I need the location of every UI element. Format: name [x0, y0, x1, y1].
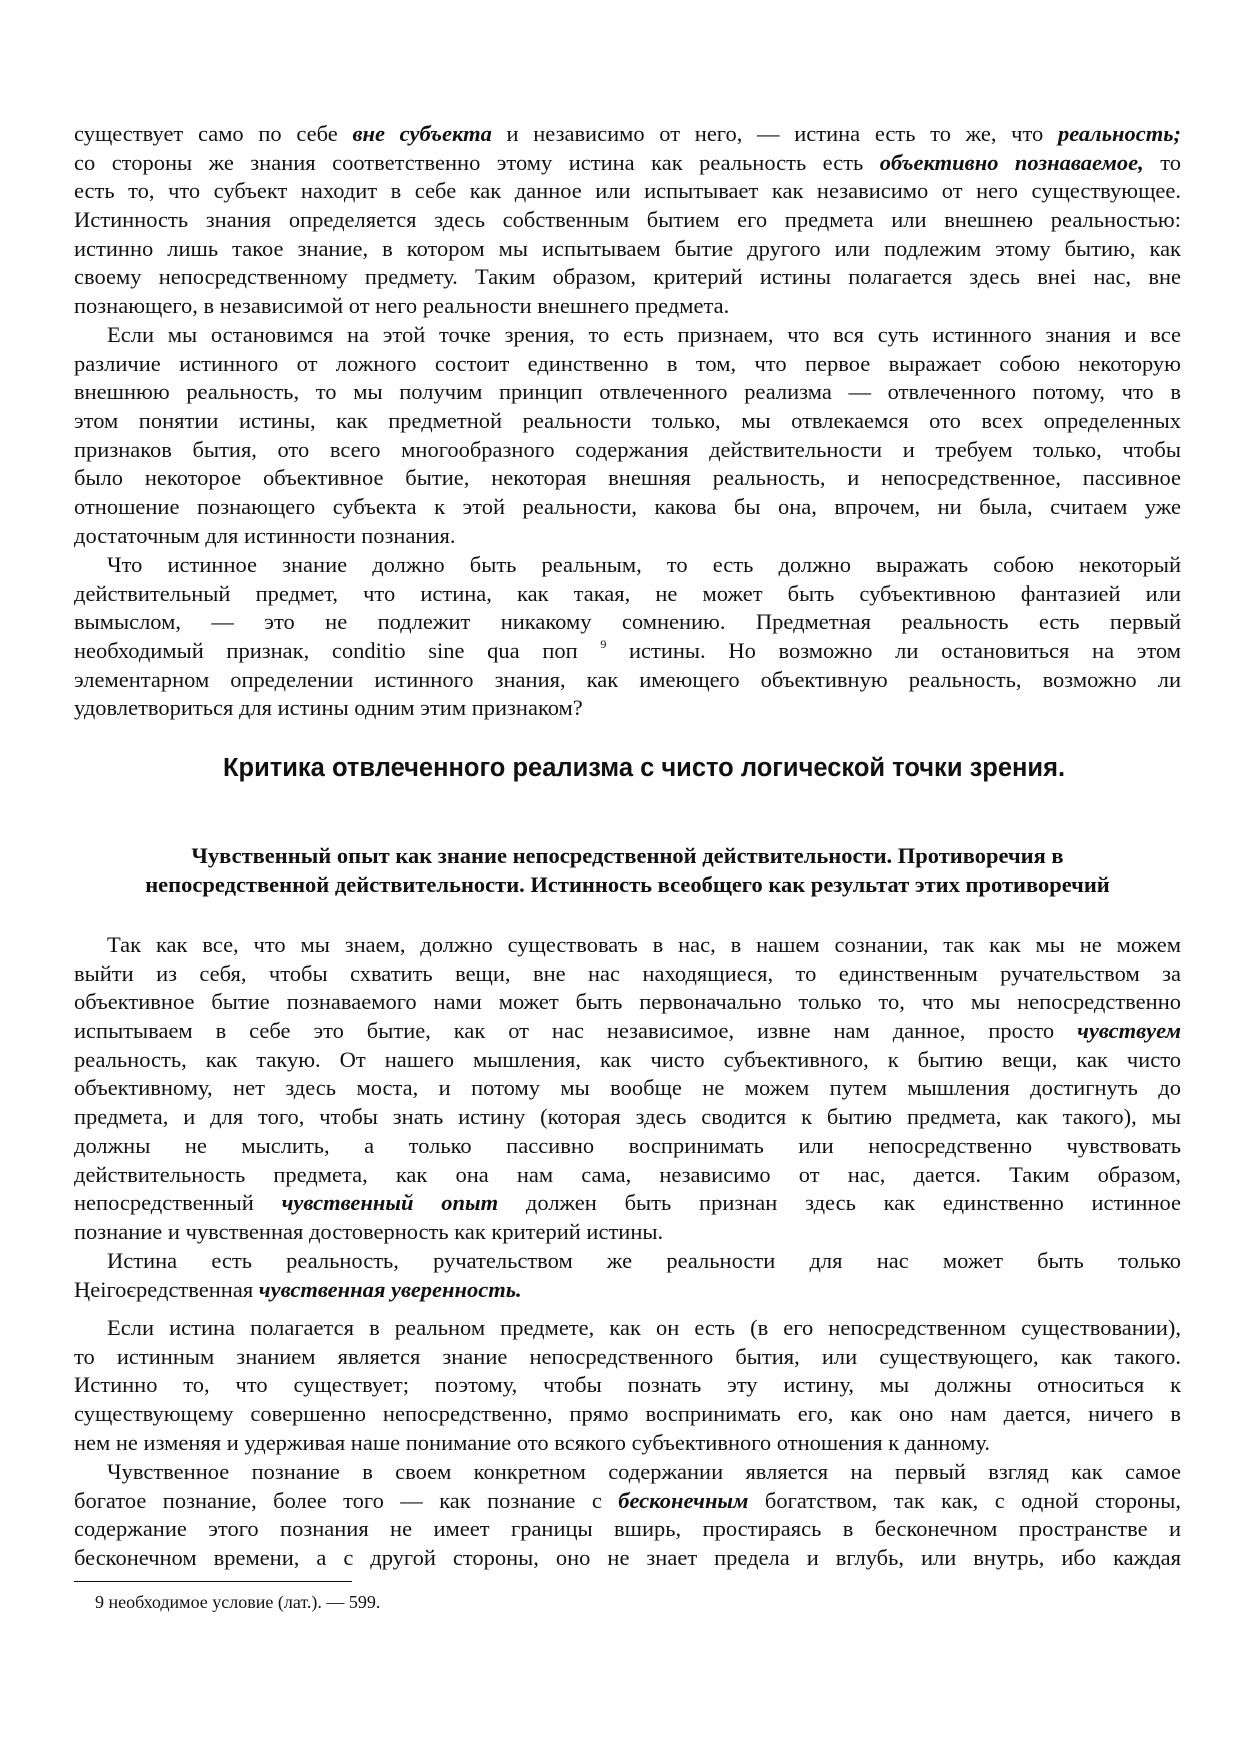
- text-line: [74, 1161, 1181, 1190]
- text-run: действительный предмет, что истина, как такая, не может быть субъективною фантазией или: [74, 580, 1181, 606]
- text-run: истинно лишь такое знание, в котором мы испытываем бытие другого или подлежим этому бытию, как: [74, 235, 1181, 261]
- subsection-heading: [74, 842, 1181, 899]
- text-run: богатое познание, более того — как познание с: [74, 1487, 619, 1513]
- text-line: [74, 580, 1181, 609]
- text-line: [74, 1343, 1181, 1372]
- subheading-line-1: Чувственный опыт как знание непосредственной действительности. Противоречия в: [191, 843, 1064, 868]
- text-run: познание и чувственная достоверность как критерий истины.: [74, 1218, 664, 1244]
- text-line: [74, 960, 1181, 989]
- text-line: [74, 988, 1181, 1017]
- text-run: есть то, что субъект находит в себе как данное или испытывает как независимо от него существующее.: [74, 178, 1181, 204]
- text-run: существующему совершенно непосредственно, прямо воспринимать его, как оно нам дается, ничего в: [74, 1401, 1181, 1427]
- text-run: Истинность знания определяется здесь собственным бытием его предмета или внешнею реальностью:: [74, 207, 1181, 233]
- text-line: [74, 1247, 1181, 1276]
- text-line: [74, 263, 1181, 292]
- paragraph-objective-reality: [74, 551, 1181, 723]
- emphasized-text: бесконечным: [618, 1487, 749, 1513]
- text-run: Что истинное знание должно быть реальным, то есть должно выражать собою некоторый: [107, 552, 1181, 577]
- text-line: [74, 1458, 1181, 1487]
- text-line: [74, 350, 1181, 379]
- text-run: должен быть признан здесь как единственно истинное: [498, 1190, 1182, 1216]
- text-run: необходимый признак, conditio sine qua поп: [74, 638, 601, 664]
- emphasized-text: вне субъекта: [352, 121, 492, 146]
- text-line: [74, 1218, 1181, 1247]
- text-line: [74, 931, 1181, 960]
- text-run: элементарном определении истинного знания, как имеющего объективную реальность, возможно ли: [74, 666, 1181, 692]
- paragraph-sensory-cognition: [74, 1458, 1181, 1573]
- text-run: Чувственное познание в своем конкретном содержании является на первый взгляд как самое: [107, 1459, 1181, 1484]
- text-line: [74, 1429, 1181, 1458]
- paragraph-sensory-experience: [74, 931, 1181, 1247]
- text-run: то: [1143, 149, 1181, 175]
- text-run: истины. Но возможно ли остановиться на этом: [606, 638, 1181, 664]
- text-line: [74, 120, 1181, 149]
- text-run: достаточным для истинности познания.: [74, 522, 456, 548]
- text-line: [74, 1544, 1181, 1573]
- text-run: Ңеігоєредственная: [74, 1276, 259, 1302]
- emphasized-text: объективно познаваемое,: [879, 149, 1144, 175]
- text-run: и независимо от него, — истина есть то же, что: [491, 121, 1058, 146]
- text-line: [74, 1103, 1181, 1132]
- emphasized-text: чувственный опыт: [281, 1190, 499, 1216]
- text-line: [74, 1132, 1181, 1161]
- text-run: Истинно то, что существует; поэтому, чтобы познать эту истину, мы должны относиться к: [74, 1372, 1181, 1398]
- text-run: нем не изменяя и удерживая наше понимание ото всякого субъективного отношения к данному.: [74, 1429, 990, 1455]
- text-run: предмета, и для того, чтобы знать истину (которая здесь сводится к бытию предмета, как такого), мы: [74, 1104, 1181, 1130]
- footnote: 9 необходимое условие (лат.). — 599.: [95, 1592, 381, 1612]
- text-line: [74, 1314, 1181, 1343]
- section-heading: Критика отвлеченного реализма с чисто логической точки зрения.: [222, 754, 1066, 782]
- text-run: богатством, так как, с одной стороны,: [748, 1487, 1182, 1513]
- text-line: [74, 1189, 1181, 1218]
- paragraph-sensory-certainty: [74, 1247, 1181, 1304]
- text-run: Если мы остановимся на этой точке зрения, то есть признаем, что вся суть истинного знания и все: [107, 322, 1181, 347]
- text-run: удовлетвориться для истины одним этим признаком?: [74, 695, 583, 721]
- text-run: со стороны же знания соответственно этому истина как реальность есть: [74, 149, 880, 175]
- text-run: Если истина полагается в реальном предмете, как он есть (в его непосредственном существовании),: [107, 1315, 1181, 1340]
- subheading-line-2: непосредственной действительности. Истинность всеобщего как результат этих противоречий: [145, 871, 1110, 897]
- text-run: своему непосредственному предмету. Таким образом, критерий истины полагается здесь внеі нас, вне: [74, 264, 1181, 290]
- footnote-divider: [74, 1581, 352, 1582]
- text-line: [74, 292, 1181, 321]
- text-line: [74, 522, 1181, 551]
- text-line: [74, 177, 1181, 206]
- text-line: [74, 551, 1181, 580]
- text-run: различие истинного от ложного состоит единственно в том, что первое выражает собою некоторую: [74, 350, 1181, 376]
- text-run: Так как все, что мы знаем, должно существовать в нас, в нашем сознании, так как мы не можем: [107, 932, 1181, 957]
- text-line: [74, 321, 1181, 350]
- text-run: внешнюю реальность, то мы получим принцип отвлеченного реализма — отвлеченного потому, что в: [74, 379, 1181, 405]
- text-run: выйти из себя, чтобы схватить вещи, вне нас находящиеся, то единственным ручательством за: [74, 960, 1181, 986]
- text-run: Истина есть реальность, ручательством же реальности для нас может быть только: [107, 1248, 1181, 1273]
- text-run: вымыслом, — это не подлежит никакому сомнению. Предметная реальность есть первый: [74, 609, 1181, 635]
- text-line: [74, 1276, 1181, 1305]
- text-run: должны не мыслить, а только пассивно воспринимать или непосредственно чувствовать: [74, 1132, 1181, 1158]
- text-run: существует само по себе: [74, 121, 353, 146]
- text-line: [74, 637, 1181, 666]
- text-line: [74, 206, 1181, 235]
- text-run: реальность, как такую. От нашего мышления, как чисто субъективного, к бытию вещи, как чисто: [74, 1046, 1181, 1072]
- text-run: этом понятии истины, как предметной реальности только, мы отвлекаемся ото всех определенных: [74, 408, 1181, 434]
- text-run: содержание этого познания не имеет границы вширь, простираясь в бесконечном пространстве и: [74, 1516, 1181, 1542]
- text-line: [74, 493, 1181, 522]
- emphasized-text: реальность;: [1057, 121, 1182, 146]
- text-line: [74, 1515, 1181, 1544]
- text-line: [74, 1400, 1181, 1429]
- paragraph-abstract-realism: [74, 321, 1181, 551]
- text-run: бесконечном времени, а с другой стороны, оно не знает предела и вглубь, или внутрь, ибо каждая: [74, 1545, 1181, 1571]
- paragraph-truth-as-reality: [74, 120, 1181, 321]
- text-line: [74, 1371, 1181, 1400]
- text-line: [74, 1017, 1181, 1046]
- text-line: [74, 1074, 1181, 1103]
- emphasized-text: чувственная уверенность.: [258, 1276, 522, 1302]
- text-line: [74, 694, 1181, 723]
- text-run: признаков бытия, ото всего многообразного содержания действительности и требуем только, чтобы: [74, 436, 1181, 462]
- paragraph-immediate-being: [74, 1314, 1181, 1457]
- text-line: [74, 235, 1181, 264]
- text-run: объективному, нет здесь моста, и потому мы вообще не можем путем мышления достигнуть до: [74, 1075, 1181, 1101]
- text-line: [74, 1487, 1181, 1516]
- text-line: [74, 149, 1181, 178]
- text-line: [74, 1046, 1181, 1075]
- text-line: [74, 436, 1181, 465]
- footnote-reference: 9: [600, 637, 607, 652]
- text-run: объективное бытие познаваемого нами может быть первоначально только то, что мы непосредственно: [74, 989, 1181, 1015]
- text-run: действительность предмета, как она нам сама, независимо от нас, дается. Таким образом,: [74, 1161, 1181, 1187]
- text-run: то истинным знанием является знание непосредственного бытия, или существующего, как такого.: [74, 1343, 1181, 1369]
- text-line: [74, 666, 1181, 695]
- emphasized-text: чувствуем: [1077, 1018, 1181, 1044]
- text-run: испытываем в себе это бытие, как от нас независимое, извне нам данное, просто: [74, 1018, 1078, 1044]
- text-run: было некоторое объективное бытие, некоторая внешняя реальность, и непосредственное, пассивное: [74, 465, 1181, 491]
- text-line: [74, 608, 1181, 637]
- text-line: [74, 464, 1181, 493]
- text-line: [74, 407, 1181, 436]
- text-run: отношение познающего субъекта к этой реальности, какова бы она, впрочем, ни была, считаем уже: [74, 494, 1181, 520]
- text-run: непосредственный: [74, 1190, 282, 1216]
- text-line: [74, 378, 1181, 407]
- text-run: познающего, в независимой от него реальности внешнего предмета.: [74, 293, 730, 319]
